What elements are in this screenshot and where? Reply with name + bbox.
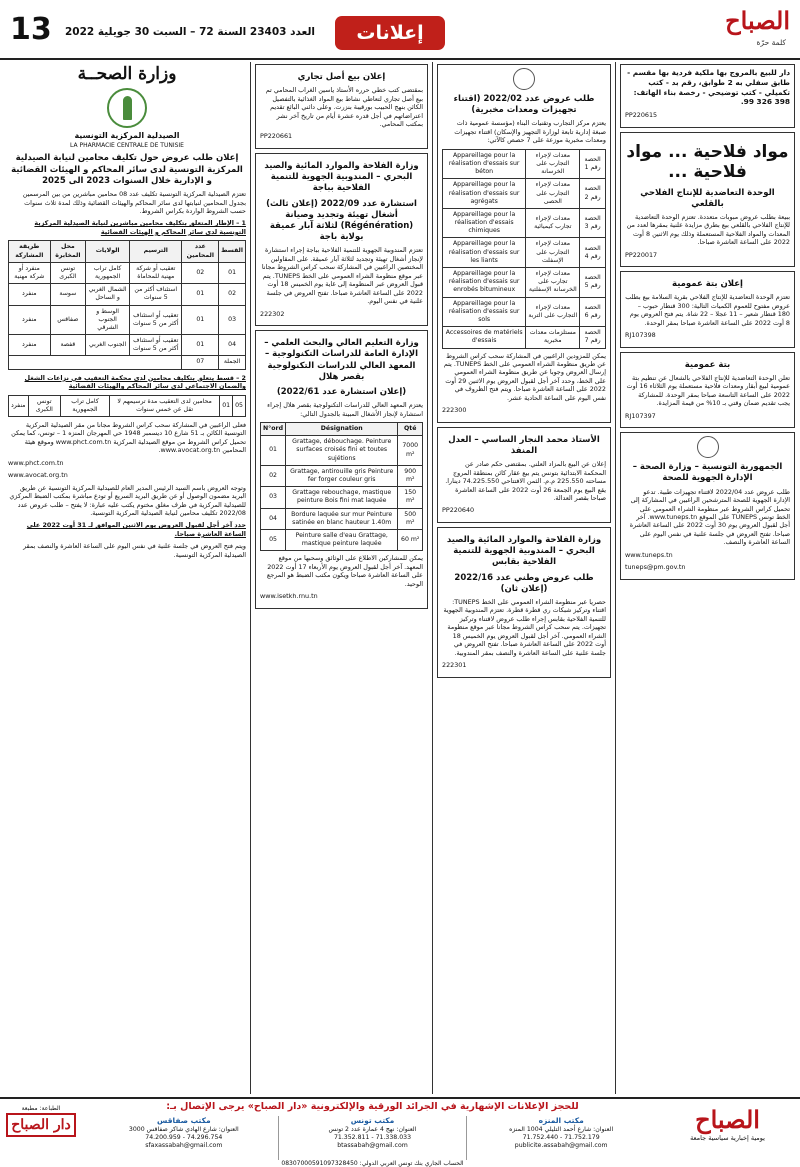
lawyers-cell: الوسط و الجنوب الشرقي <box>86 305 130 335</box>
logo-sub: كلمة حرّة <box>756 38 786 47</box>
lawyers-table-header: عدد المحامين <box>182 241 219 262</box>
works-cell: 7000 m² <box>398 436 423 466</box>
edu-site-link[interactable]: www.isetkh.rnu.tn <box>260 592 318 601</box>
lot-fr: Appareillage pour la réalisation d'essais sur les liants <box>443 238 526 268</box>
works-cell: 01 <box>261 436 286 466</box>
pct-body-2: فعلى الراغبين في المشاركة سحب كراس الشروط مجانا من مقر الصيدلية المركزية التونسية الكائن بـ 51 شارع 10 ديسمبر 1948 حي المهرجان المنزه 1 – تونس، كما يمكن تحميل كراس الشروط من موقع الصيدلية المركزية www.phct.com.tn وموقع هيئة المحامين www.avocat.org.tn. <box>11 420 246 455</box>
ad-lawyer-auction <box>437 427 611 523</box>
footer-title: للحجز الإعلانات الإشهارية في الجرائد الورقية والإلكترونية «دار الصباح» يرجى الإتصال بـ: <box>166 1101 579 1112</box>
pct-site-link[interactable]: www.phct.com.tn <box>8 458 64 467</box>
lawyers-table-header: الترسيم <box>130 241 182 262</box>
lot-row <box>443 149 606 179</box>
office-address: العنوان: شارع الهادي شاكر صفاقس 3000 <box>128 1125 239 1133</box>
rehab-ref: 222302 <box>260 309 285 318</box>
lawyers-cell: 01 <box>182 305 219 335</box>
rehab-body: تعتزم المندوبية الجهوية للتنمية الفلاحية بباجة إجراء استشارة لإنجاز أشغال تهيئة وتجديد لثلاثة آبار عميقة. على المقاولين المختصين الراغبين في المشاركة سحب كراس الشروط مجانا عبر موقع منظومة الشراء العمومي على الخط TUNEPS. يتم قبول العروض عبر المنظومة إلى غاية يوم الخميس 18 أوت 2022 على الساعة العاشرة صباحا. تفتح العروض في جلسة علنية في نفس اليوم. <box>261 246 423 306</box>
lawyers-row <box>9 262 246 283</box>
lawyers-cell: تعقيب أو استئناف أكثر من 5 سنوات <box>130 305 182 335</box>
lawyers-table-header: القسط <box>219 241 246 262</box>
materials-ref: PP220017 <box>625 250 658 259</box>
works-row <box>261 487 423 508</box>
lawyer-title: الأستاذ محمد النجار الساسي – العدل المنفذ <box>448 434 600 456</box>
ad-health-tender <box>620 432 795 580</box>
office-email[interactable]: btassabah@gmail.com <box>337 1142 408 1150</box>
lawyers-cell: 02 <box>182 262 219 283</box>
works-table-header: Qté <box>398 423 423 436</box>
lawyers-cell: 05 <box>233 395 246 416</box>
column-divider <box>615 62 616 1094</box>
works-cell: Bordure laquée sur mur Peinture satinée en blanc hauteur 1.40m <box>286 508 398 529</box>
pct-section-2: 2 – قسط يتعلق بتكليف محامين لدى محكمة التعقيب في نزاعات الشغل والضمان الاجتماعي لدى سائر المحاكم والهيئات القضائية <box>24 373 246 391</box>
lawyers-cell: تعقيب أو شركة مهنية للمحاماة <box>130 262 182 283</box>
office-phone: 71.338.033 - 71.352.811 <box>333 1134 412 1142</box>
lawyers-row <box>9 335 246 356</box>
works-table-header: N°ord <box>261 423 286 436</box>
ministry-title: وزارة الصحــة <box>77 64 177 84</box>
works-cell: Grattage, débouchage. Peinture surfaces croisés fini et toutes sujétions <box>286 436 398 466</box>
lot-number: الحصة رقم 5 <box>580 268 606 298</box>
lot-number: الحصة رقم 2 <box>580 179 606 209</box>
office-address: العنوان: نهج 4 عمارة عدد 2 تونس <box>328 1125 417 1133</box>
column-tenders <box>437 64 611 1094</box>
lab-tender-ref: 222300 <box>442 406 467 415</box>
lawyers-table-header: محل المخابرة <box>50 241 86 262</box>
works-cell: 04 <box>261 508 286 529</box>
ad-materials <box>620 132 795 268</box>
footer-offices <box>90 1116 655 1160</box>
lot-number: الحصة رقم 4 <box>580 238 606 268</box>
lawyers-cell: تونس الكبرى <box>50 262 86 283</box>
works-cell: 150 m² <box>398 487 423 508</box>
lawyers-table <box>8 240 246 369</box>
tender-body: طلب عروض عدد 2022/04 لاقتناء تجهيزات طبية. تدعو الإدارة الجهوية للصحة المترشحين الراغبين في المشاركة إلى تحميل كراس الشروط عبر منظومة الشراء العمومي على الخط تونس TUNEPS على الموقع www.tuneps.tn. آخر أجل لقبول العروض يوم 30 أوت 2022 على الساعة العاشرة صباحا. تفتح العروض في جلسة علنية في نفس اليوم على الساعة العاشرة والنصف. <box>629 487 790 547</box>
office-email[interactable]: publicite.assabah@gmail.com <box>514 1142 608 1150</box>
works-cell: 05 <box>261 529 286 550</box>
lawyers-cell: الجنوب الغربي <box>86 335 130 356</box>
lawyers-cell: منفرد <box>9 335 51 356</box>
ag-body: حصريا عبر منظومة الشراء العمومي على الخط TUNEPS: اقتناء وتركيز شبكات ري قطرة قطرة. تعتزم المندوبية الجهوية للتنمية الفلاحية بقابس إجراء طلب عروض لاقتناء وتركيز تجهيزات. يتم سحب كراس الشروط مجانا عبر موقع منظومة الشراء العمومي. آخر أجل لقبول العروض يوم الخميس 18 أوت 2022 على الساعة العاشرة صباحا. تفتح العروض في جلسة علنية على الساعة العاشرة والنصف بمقر المندوبية. <box>443 597 606 657</box>
avocat-site-link[interactable]: www.avocat.org.tn <box>8 471 68 480</box>
lawyers-cell: استئناف أكثر من 5 سنوات <box>130 284 182 305</box>
works-cell: 60 m² <box>398 529 423 550</box>
bank-account: الحساب الجاري بنك تونس العربي الدولي: 08307000591097328450 <box>281 1160 464 1167</box>
office-name: مكتب تونس <box>350 1116 395 1125</box>
lawyers-cell: كامل تراب الجمهورية <box>61 395 110 416</box>
ad-lab-tender <box>437 64 611 423</box>
ad-iset-tender <box>255 330 428 609</box>
lawyers-cell: الشمال الغربي و الساحل <box>86 284 130 305</box>
works-row <box>261 465 423 486</box>
footer-logo-sub: يومية إخبارية سياسية جامعة <box>690 1134 765 1142</box>
pct-section-1: 1 – الإطار المتعلق بتكليف محامين مباشرين لنيابة الصيدلية المركزية التونسية لدى سائر المحاكم و الهيئات القضائية <box>34 219 246 236</box>
lab-tender-title: طلب عروض عدد 2022/02 (اقتناء تجهيزات ومعدات مخبرية) <box>453 94 595 116</box>
edu-intro: يعتزم المعهد العالي للدراسات التكنولوجية بقصر هلال إجراء استشارة لإنجاز الأشغال المبينة بالجدول التالي: <box>267 401 423 418</box>
lot-row <box>443 179 606 209</box>
lot-ar: معدات لإجراء التجارب على الخرسانة <box>526 149 580 179</box>
rehab-title: وزارة الفلاحة والموارد المائية والصيد البحري – المندوبية الجهوية للتنمية الفلاحية بباجة <box>264 160 419 194</box>
lot-number: الحصة رقم 7 <box>580 327 606 348</box>
lot-fr: Appareillage pour la réalisation d'essais sur béton <box>443 149 526 179</box>
lot-number: الحصة رقم 3 <box>580 208 606 238</box>
sale3-body: تعلن الوحدة التعاضدية للإنتاج الفلاحي بالشعال عن تنظيم بتة عمومية لبيع أبقار ومعدات فلاحية مستعملة يوم الثلاثاء 16 أوت 2022 على الساعة التاسعة صباحا بمقر الوحدة. للمشاركة يجب تقديم ضمان وقتي بـ 10% من قيمة المزايدة. <box>626 373 790 408</box>
dar-assabah-logo <box>6 1105 76 1160</box>
newspaper-logo <box>650 6 792 54</box>
lot-fr: Appareillage pour la réalisation d'essais sur sols <box>443 297 526 327</box>
ad-wells-rehab <box>255 153 428 326</box>
lot-number: الحصة رقم 1 <box>580 149 606 179</box>
sale2-ref: RJ107398 <box>625 331 656 340</box>
pct-logo-icon <box>107 88 147 128</box>
ad-agriculture-gabes <box>437 527 611 678</box>
lawyers-cell: منفرد أو شركة مهنية <box>9 262 51 283</box>
works-row <box>261 436 423 466</box>
lawyer-ref: PP220640 <box>442 506 475 515</box>
works-cell: Grattage rebouchage, mastique peinture Bois fini mat laquée <box>286 487 398 508</box>
lawyers-cell: كامل تراب الجمهورية <box>86 262 130 283</box>
lawyers-row <box>9 305 246 335</box>
lot-row <box>443 238 606 268</box>
lot-fr: Accessoires de matériels d'essais <box>443 327 526 348</box>
edu-sub: (إعلان استشارة عدد 2022/61) <box>276 386 407 397</box>
lot-fr: Appareillage pour la réalisation d'essais sur agrégats <box>443 179 526 209</box>
sale-ref: PP220661 <box>260 132 293 141</box>
works-cell: 03 <box>261 487 286 508</box>
lot-row <box>443 268 606 298</box>
materials-title: مواد فلاحية ... مواد فلاحية ... <box>626 141 789 182</box>
footer-office <box>90 1116 278 1160</box>
lawyers-cell: 01 <box>220 395 233 416</box>
office-address: العنوان: شارع أحمد التليلي 1004 المنزه <box>509 1125 614 1133</box>
pct-intro-body: تعتزم الصيدلية المركزية التونسية تكليف عدد 08 محامين مباشرين من بين المرسمين بجدول المحامين لنيابتها لدى سائر المحاكم والهيئات القضائية وذلك لمدة ثلاث سنوات حسب الشروط الواردة بكراس الشروط. <box>22 190 246 216</box>
lawyers-cell: 01 <box>182 335 219 356</box>
sale2-title: إعلان بتة عمومية <box>672 279 743 290</box>
total-label: الجملة <box>219 356 246 369</box>
ad-business-sale <box>255 64 428 149</box>
ad-property <box>620 64 795 128</box>
lawyers-table-header: الولايات <box>86 241 130 262</box>
footer-logo <box>660 1105 795 1160</box>
pct-intro-title: إعلان طلب عروض حول تكليف محامين لنيابة الصيدلية المركزية التونسية لدى سائر المحاكم و الهيئات القضائية و الإدارية خلال السنوات 2023 الى 2025 <box>11 153 243 186</box>
ad-sale-2 <box>620 271 795 347</box>
section-title: إعلانات <box>335 16 445 50</box>
works-table <box>260 422 423 551</box>
lawyers-cell: منفرد <box>9 284 51 305</box>
footer-office <box>466 1116 655 1160</box>
pct-logo <box>8 88 246 149</box>
lot-fr: Appareillage pour la réalisation d'essais chimiques <box>443 208 526 238</box>
ag-ref: 222301 <box>442 661 467 670</box>
materials-sub: الوحدة التعاضدية للإنتاج الفلاحي بالقلعي <box>640 187 775 209</box>
column-classifieds <box>620 64 795 1094</box>
sale-body: بمقتضى كتب خطي حرره الأستاذ ياسين الغراب المحامي تم بيع أصل تجاري لتعاطي نشاط بيع المواد الغذائية بالتفصيل الكائن بنهج الحبيب بورقيبة بنزرت. وعلى دائني البائع تقديم اعتراضاتهم في أجل قدره عشرة أيام من تاريخ آخر نشر بمكتب المحامي. <box>265 86 423 129</box>
works-cell: Peinture salle d'eau Grattage, mastique peinture laquée <box>286 529 398 550</box>
issue-info: العدد 23403 السنة 72 – السبت 30 جويلية 2022 <box>65 26 316 38</box>
ag-sub: طلب عروض وطني عدد 2022/16 (إعلان ثان) <box>454 572 594 594</box>
property-text: دار للبيع بالمروج بها ملكية فردية بها مقسم - طابق سفلي به 2 طوابق، رقم بد - كتب تكميلي - كتب توضيحي - رخصة بناء الهاتف: 398 326 99. <box>627 68 790 107</box>
logo-mark: الصباح <box>725 6 790 35</box>
lawyers-cell: 04 <box>219 335 246 356</box>
works-cell: 500 m² <box>398 508 423 529</box>
tender-site-link[interactable]: www.tuneps.tn <box>625 550 673 559</box>
works-table-header: Désignation <box>286 423 398 436</box>
office-name: مكتب المنزه <box>538 1116 584 1125</box>
lots-table <box>442 149 606 349</box>
office-name: مكتب صفاقس <box>157 1116 211 1125</box>
rehab-sub: استشارة عدد 2022/09 (إعلان ثالث) أشغال تهيئة وتجديد وصيانة (Régénération) لثلاثة آبار عميقة بولاية باجة <box>266 198 417 243</box>
pct-sub: LA PHARMACIE CENTRALE DE TUNISIE <box>70 141 184 149</box>
lot-ar: مستلزمات معدات مخبرية <box>526 327 580 348</box>
pct-body-3: وتوجه العروض باسم السيد الرئيس المدير العام للصيدلية المركزية التونسية عن طريق البريد مضمون الوصول أو عن طريق البريد السريع أو تودع مباشرة بمكتب الضبط المركزي للصيدلية المركزية في ظرف مغلق مختوم يكتب عليه عبارة: لا يفتح – طلب عروض عدد 2022/08 تكليف محامين لنيابة الصيدلية المركزية التونسية. <box>9 483 246 517</box>
lawyers-row <box>9 284 246 305</box>
materials-body: ببيعة بطلب عروض مبوبات متعددة. تعتزم الوحدة التعاضدية للإنتاج الفلاحي بالقلعي بيع بطرق مزايدة علنية بمقرها لعدد من المعدات والمواد الفلاحية المستعملة وذلك يوم الاثنين 8 أوت 2022 على الساعة العاشرة صباحا. <box>626 212 790 247</box>
total-filler <box>9 356 182 369</box>
total-value: 07 <box>182 356 219 369</box>
lot-ar: معدات لإجراء تجارب على الخرسانة الإسفلتية <box>526 268 580 298</box>
ag-title: وزارة الفلاحة والموارد المائية والصيد البحري – المندوبية الجهوية للتنمية الفلاحية بقابس <box>446 534 602 568</box>
ad-sale-3 <box>620 352 795 428</box>
lawyers-cell: محامين لدى التعقيب مدة ترسيمهم لا تقل عن خمس سنوات <box>109 395 219 416</box>
lawyers-cell: سوسة <box>50 284 86 305</box>
lot-number: الحصة رقم 6 <box>580 297 606 327</box>
lot-row <box>443 327 606 348</box>
lot-ar: معدات لإجراء تجارب كيميائية <box>526 208 580 238</box>
republic-emblem-icon <box>697 436 719 458</box>
pct-name: الصيدلية المركزية التونسية <box>74 131 180 140</box>
footer-logo-mark: الصباح <box>695 1105 760 1134</box>
lawyers-cell: 01 <box>219 262 246 283</box>
lawyers-cell: 02 <box>219 284 246 305</box>
works-row <box>261 529 423 550</box>
lawyers-table-header: طريقة المشاركة <box>9 241 51 262</box>
works-cell: 900 m² <box>398 465 423 486</box>
column-divider <box>432 62 433 1094</box>
lawyers-cell: 01 <box>182 284 219 305</box>
office-phone: 74.296.754 - 74.200.959 <box>145 1134 223 1142</box>
lawyers-cell: 03 <box>219 305 246 335</box>
pct-deadline: حدد آخر أجل لقبول العروض يوم الاثنين الموافق لـ 31 أوت 2022 على الساعة العاشرة صباحا. <box>26 521 246 538</box>
column-notices <box>255 64 428 1094</box>
lab-tender-body: يمكن للمزودين الراغبين في المشاركة سحب كراس الشروط عن طريق منظومة الشراء العمومي على الخط TUNEPS. يتم إرسال العروض وجوبا عن طريق منظومة الشراء العمومي على الخط، وحدد آخر أجل لقبول العروض يوم الاثنين 29 أوت 2022 على الساعة العاشرة صباحا. ويتم فتح الظروف في نفس اليوم على الساعة الحادية عشر. <box>443 351 606 402</box>
office-email[interactable]: sfaxassabah@gmail.com <box>145 1142 223 1150</box>
works-row <box>261 508 423 529</box>
column-pct-tender <box>8 64 246 1094</box>
lot-row <box>443 208 606 238</box>
sale2-body: تعتزم الوحدة التعاضدية للإنتاج الفلاحي بقرية السلامة بيع بطلب عروض مفتوح للعموم الكميات التالية: 300 قنطار حبوب – 180 قنطار شعير – 11 عجلا – 22 شاة. يتم فتح العروض يوم 8 أوت 2022 على الساعة العاشرة صباحا بمقر الوحدة. <box>625 293 790 327</box>
lawyers-cell: تعقيب أو استئناف أكثر من 5 سنوات <box>130 335 182 356</box>
footer-office <box>278 1116 467 1160</box>
tender-title: الجمهورية التونسية – وزارة الصحة – الإدارة الجهوية للصحة <box>632 462 783 484</box>
property-ref: PP220615 <box>625 111 658 120</box>
works-cell: 02 <box>261 465 286 486</box>
tender-email-link[interactable]: tuneps@pm.gov.tn <box>625 563 686 572</box>
lawyers-cell: منفرد <box>9 395 29 416</box>
sale3-ref: RJ107397 <box>625 411 656 420</box>
lot-fr: Appareillage pour la réalisation d'essais sur enrobés bitumineux <box>443 268 526 298</box>
office-phone: 71.752.179 - 71.752.440 <box>522 1134 600 1142</box>
lawyers-cell: قفصة <box>50 335 86 356</box>
lawyer-body: إعلان عن البيع بالمزاد العلني. بمقتضى حكم صادر عن المحكمة الابتدائية بتونس يتم بيع عقار كائن بمنطقة المروج مساحته 225.550 م.م. الثمن الافتتاحي 74.225.550 دينارا. يقع البيع يوم الجمعة 26 أوت 2022 على الساعة العاشرة صباحا بقصر العدالة. <box>445 460 606 502</box>
column-divider <box>250 62 251 1094</box>
page-number: 13 <box>10 12 52 47</box>
edu-title: وزارة التعليم العالي والبحث العلمي – الإدارة العامة للدراسات التكنولوجية – المعهد العالي للدراسات التكنولوجية بقصر هلال <box>264 338 419 382</box>
lawyers-cell: صفاقس <box>50 305 86 335</box>
lot-ar: معدات لإجراء التجارب على الإسفلت <box>526 238 580 268</box>
lot-ar: معدات لإجراء التجارب على الحصى <box>526 179 580 209</box>
printer-label: الطباعة: مطبعة <box>21 1105 61 1112</box>
lab-tender-intro: يعتزم مركز التجارب وتقنيات البناء (مؤسسة عمومية ذات صبغة إدارية تابعة لوزارة التجهيز والإسكان) اقتناء تجهيزات ومعدات مخبرية موزعة على 7 حصص كالآتي: <box>454 119 606 145</box>
edu-body: يمكن للمشاركين الاطلاع على الوثائق وسحبها من موقع المعهد. آخر أجل لقبول العروض يوم الأربعاء 17 أوت 2022 على الساعة العاشرة صباحا ويكون مكتب الضبط هو المرجع الوحيد. <box>266 554 423 588</box>
sale3-title: بتة عمومية <box>684 359 731 370</box>
lawyers-cell: منفرد <box>9 305 51 335</box>
lot-row <box>443 297 606 327</box>
pct-closing: ويتم فتح العروض في جلسة علنية في نفس اليوم على الساعة العاشرة والنصف بمقر الصيدلية المركزية التونسية. <box>23 542 246 559</box>
sale-title: إعلان بيع أصل تجاري <box>297 72 386 82</box>
lawyers-cell: تونس الكبرى <box>28 395 61 416</box>
lot-ar: معدات لإجراء التجارب على التربة <box>526 297 580 327</box>
works-cell: Grattage, antirouille gris Peinture fer forger couleur gris <box>286 465 398 486</box>
institution-emblem-icon <box>513 68 535 90</box>
dar-assabah-mark: دار الصباح <box>6 1113 76 1137</box>
lawyers-table-2 <box>8 395 246 417</box>
lawyers-row <box>9 395 246 416</box>
